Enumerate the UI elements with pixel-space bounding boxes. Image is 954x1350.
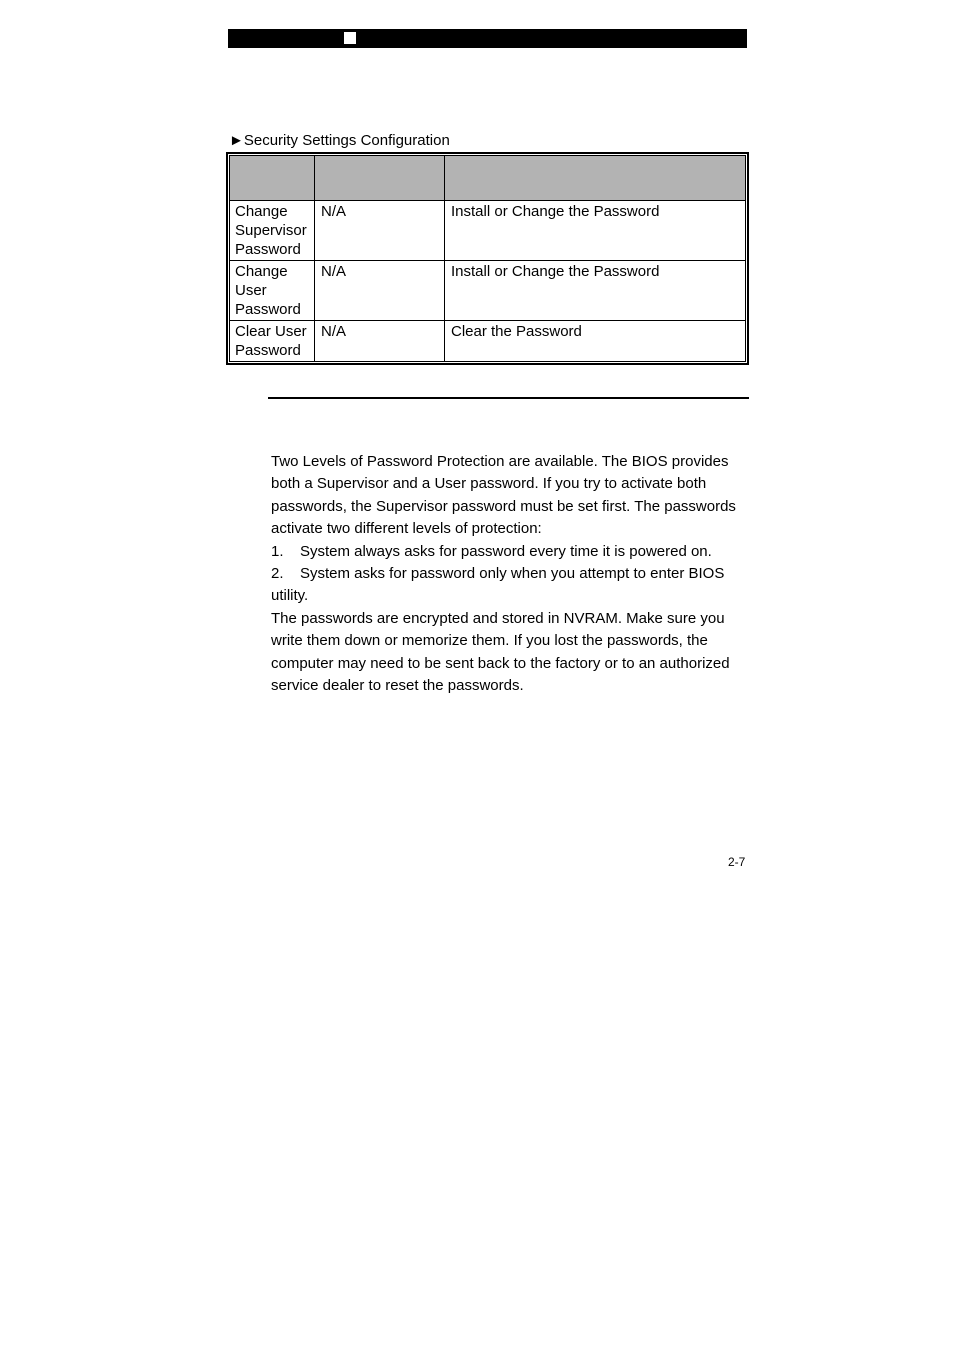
table-cell-description: Clear the Password [445, 321, 746, 362]
table-header-cell [445, 156, 746, 201]
table-cell-options: N/A [315, 201, 445, 261]
section-title: ►Security Settings Configuration [229, 132, 450, 149]
header-bar [228, 29, 747, 48]
table-row [230, 321, 746, 362]
intro-paragraph: Two Levels of Password Protection are available. The BIOS provides both a Supervisor and a User password. If you try to activate both passwords, the Supervisor password must be set first. The passwords activate two different levels of protection: [271, 453, 736, 538]
table-header-cell [315, 156, 445, 201]
section-divider [268, 397, 749, 399]
table-header-cell [230, 156, 315, 201]
table-cell-options: N/A [315, 261, 445, 321]
list-item-number: 1. [271, 542, 284, 560]
list-item [271, 541, 753, 563]
settings-table-frame [226, 152, 749, 365]
table-header-row [230, 156, 746, 201]
list-item-text: System asks for password only when you attempt to enter BIOS utility. [271, 565, 725, 605]
settings-table [229, 155, 746, 362]
table-cell-description: Install or Change the Password [445, 201, 746, 261]
table-row [230, 261, 746, 321]
list-item-text: System always asks for password every time it is powered on. [300, 542, 712, 560]
outro-paragraph: The passwords are encrypted and stored in NVRAM. Make sure you write them down or memorize them. If you lost the passwords, the computer may need to be sent back to the factory or to an authorized service dealer to reset the passwords. [271, 609, 730, 695]
list-item-number: 2. [271, 565, 284, 583]
table-cell-description: Install or Change the Password [445, 261, 746, 321]
table-cell-item: Clear User Password [230, 321, 315, 362]
body-text [271, 451, 753, 697]
table-cell-item: Change Supervisor Password [230, 201, 315, 261]
table-cell-item: Change User Password [230, 261, 315, 321]
list-item [271, 563, 753, 608]
page-number: 2-7 [728, 855, 746, 869]
header-square-icon [344, 32, 356, 44]
table-row [230, 201, 746, 261]
table-cell-options: N/A [315, 321, 445, 362]
